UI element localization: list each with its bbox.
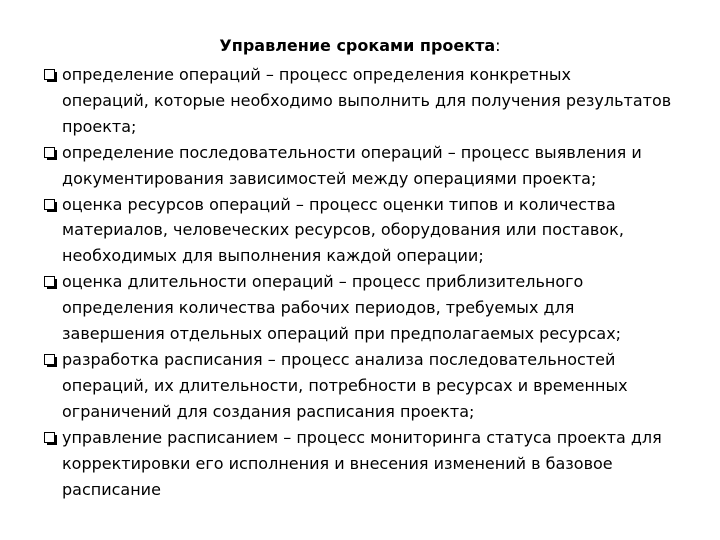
list-item-line: оценка ресурсов операций – процесс оценки типов и количества bbox=[62, 194, 616, 214]
list-item-line: необходимых для выполнения каждой операции; bbox=[62, 246, 484, 266]
list-item-line: документирования зависимостей между операциями проекта; bbox=[62, 168, 597, 188]
checkbox-square-icon bbox=[44, 199, 57, 212]
list-item-line: управление расписанием – процесс мониторинга статуса проекта для bbox=[62, 427, 662, 447]
slide-title-text: Управление сроками проекта bbox=[219, 36, 496, 55]
list-item bbox=[40, 140, 702, 192]
list-item-line: разработка расписания – процесс анализа последовательностей bbox=[62, 349, 616, 369]
list-item bbox=[40, 269, 702, 347]
list-item-line: определение операций – процесс определения конкретных bbox=[62, 65, 572, 84]
list-item-line: проекта; bbox=[62, 116, 137, 136]
list-item-line: операций, их длительности, потребности в ресурсах и временных bbox=[62, 375, 628, 395]
list-item-line: расписание bbox=[62, 479, 161, 499]
list-item bbox=[40, 425, 702, 503]
list-item-line: оценка длительности операций – процесс приблизительного bbox=[62, 272, 584, 292]
list-item-line: определения количества рабочих периодов, требуемых для bbox=[62, 298, 575, 318]
list-item-line: определение последовательности операций – процесс выявления и bbox=[62, 142, 642, 162]
checkbox-square-icon bbox=[44, 432, 57, 445]
list-item-line: завершения отдельных операций при предполагаемых ресурсах; bbox=[62, 324, 622, 344]
list-item-line: операций, которые необходимо выполнить для получения результатов bbox=[62, 90, 672, 110]
slide-title-colon: : bbox=[495, 36, 501, 55]
bullet-list bbox=[40, 62, 702, 502]
list-item-line: материалов, человеческих ресурсов, оборудования или поставок, bbox=[62, 220, 624, 240]
checkbox-square-icon bbox=[44, 69, 57, 82]
list-item bbox=[40, 192, 702, 270]
list-item bbox=[40, 62, 702, 140]
slide-title bbox=[0, 36, 720, 56]
checkbox-square-icon bbox=[44, 147, 57, 160]
list-item bbox=[40, 347, 702, 425]
list-item-line: корректировки его исполнения и внесения изменений в базовое bbox=[62, 453, 613, 473]
checkbox-square-icon bbox=[44, 276, 57, 289]
checkbox-square-icon bbox=[44, 354, 57, 367]
list-item-line: ограничений для создания расписания проекта; bbox=[62, 401, 475, 421]
